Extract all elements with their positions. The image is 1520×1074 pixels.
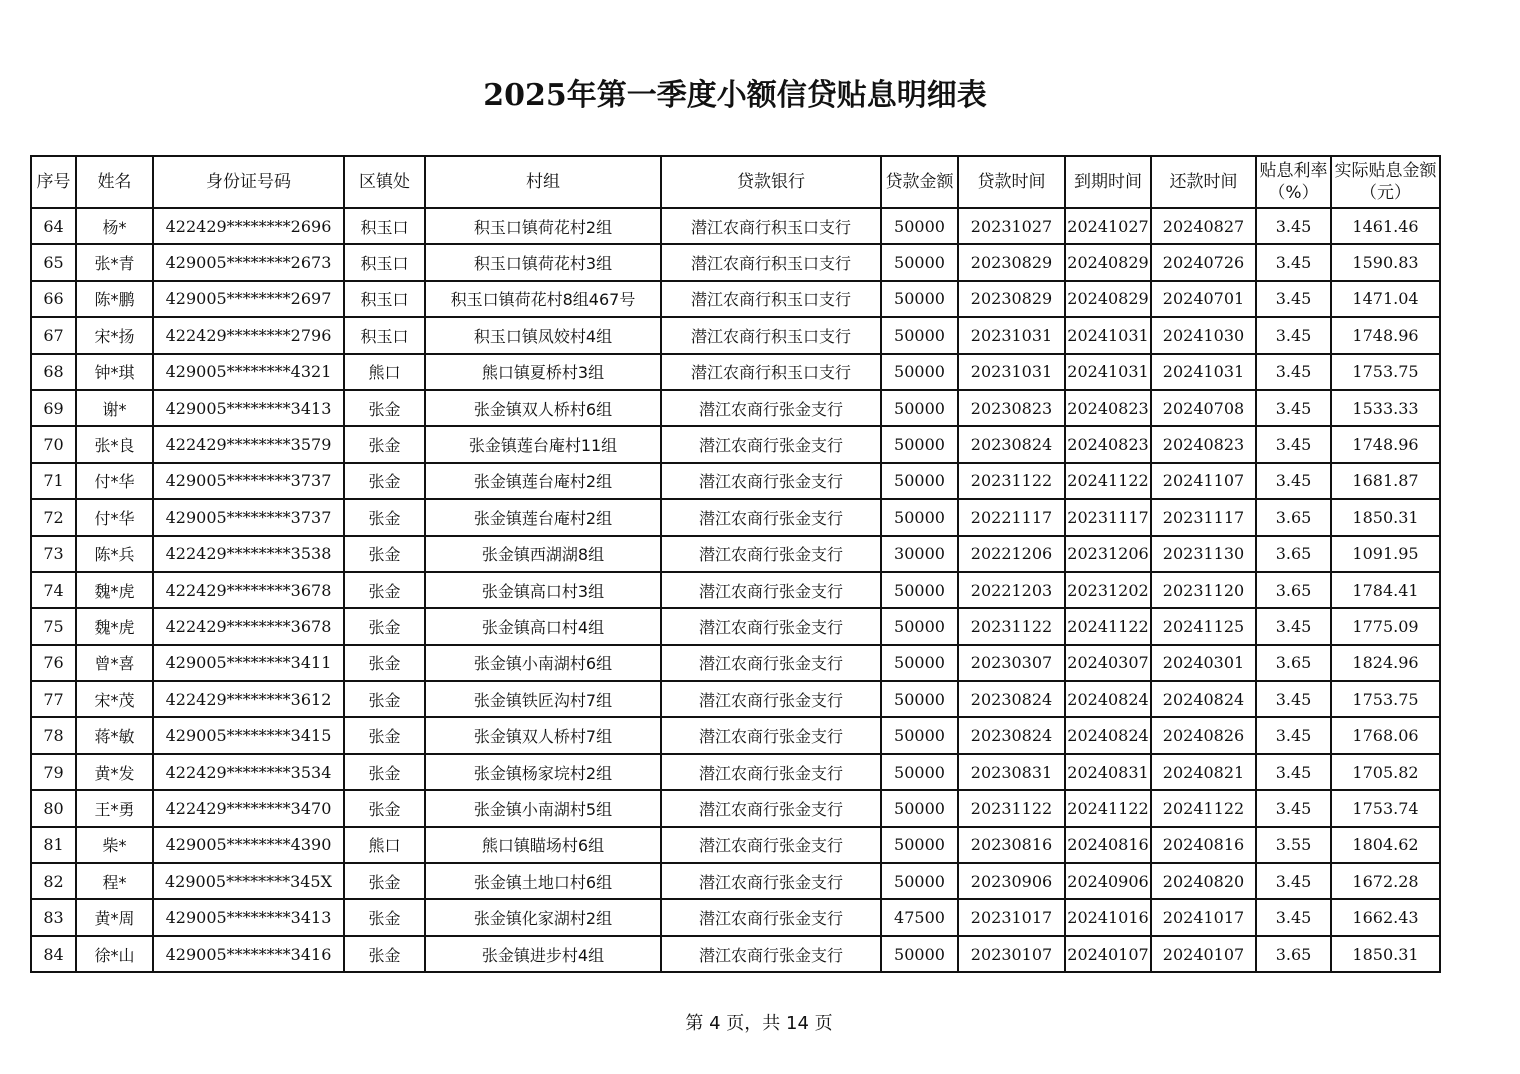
- cell-subsidy: 1753.74: [1331, 790, 1440, 826]
- cell-id-number: 422429********3579: [153, 426, 344, 462]
- cell-rate: 3.45: [1256, 317, 1331, 353]
- cell-due-date: 20240829: [1065, 244, 1151, 280]
- cell-name: 付*华: [76, 463, 153, 499]
- col-header-subsidy: 实际贴息金额（元）: [1331, 156, 1440, 208]
- cell-village: 张金镇杨家垸村2组: [425, 754, 661, 790]
- cell-loan-date: 20230824: [958, 717, 1065, 753]
- cell-amount: 50000: [881, 572, 958, 608]
- cell-due-date: 20240823: [1065, 390, 1151, 426]
- cell-id-number: 429005********3413: [153, 390, 344, 426]
- cell-subsidy: 1471.04: [1331, 281, 1440, 317]
- cell-name: 张*良: [76, 426, 153, 462]
- cell-loan-date: 20231031: [958, 354, 1065, 390]
- cell-subsidy: 1784.41: [1331, 572, 1440, 608]
- cell-id-number: 422429********3678: [153, 608, 344, 644]
- cell-amount: 50000: [881, 790, 958, 826]
- table-row: [31, 499, 1440, 535]
- cell-amount: 50000: [881, 244, 958, 280]
- cell-village: 张金镇莲台庵村2组: [425, 499, 661, 535]
- table-row: [31, 536, 1440, 572]
- cell-bank: 潜江农商行张金支行: [661, 863, 881, 899]
- cell-index: 71: [31, 463, 76, 499]
- table-row: [31, 681, 1440, 717]
- cell-repay-date: 20241107: [1151, 463, 1256, 499]
- cell-village: 熊口镇瞄场村6组: [425, 827, 661, 863]
- cell-rate: 3.45: [1256, 463, 1331, 499]
- col-header-village: 村组: [425, 156, 661, 208]
- table-row: [31, 426, 1440, 462]
- cell-village: 张金镇小南湖村6组: [425, 645, 661, 681]
- cell-repay-date: 20240820: [1151, 863, 1256, 899]
- table-row: [31, 608, 1440, 644]
- cell-district: 张金: [344, 681, 425, 717]
- cell-bank: 潜江农商行张金支行: [661, 827, 881, 863]
- cell-amount: 50000: [881, 463, 958, 499]
- table-row: [31, 936, 1440, 972]
- col-header-index: 序号: [31, 156, 76, 208]
- page-title: 2025年第一季度小额信贷贴息明细表: [483, 78, 987, 113]
- cell-amount: 47500: [881, 899, 958, 935]
- cell-rate: 3.45: [1256, 717, 1331, 753]
- cell-name: 魏*虎: [76, 608, 153, 644]
- cell-subsidy: 1091.95: [1331, 536, 1440, 572]
- cell-id-number: 429005********345X: [153, 863, 344, 899]
- cell-district: 张金: [344, 863, 425, 899]
- cell-loan-date: 20230906: [958, 863, 1065, 899]
- cell-due-date: 20240107: [1065, 936, 1151, 972]
- cell-name: 王*勇: [76, 790, 153, 826]
- cell-amount: 50000: [881, 426, 958, 462]
- cell-subsidy: 1672.28: [1331, 863, 1440, 899]
- cell-rate: 3.45: [1256, 390, 1331, 426]
- cell-village: 张金镇化家湖村2组: [425, 899, 661, 935]
- cell-repay-date: 20241017: [1151, 899, 1256, 935]
- cell-bank: 潜江农商行张金支行: [661, 608, 881, 644]
- cell-name: 宋*扬: [76, 317, 153, 353]
- cell-subsidy: 1824.96: [1331, 645, 1440, 681]
- cell-amount: 50000: [881, 390, 958, 426]
- cell-district: 张金: [344, 499, 425, 535]
- cell-due-date: 20241122: [1065, 608, 1151, 644]
- cell-index: 70: [31, 426, 76, 462]
- col-header-district: 区镇处: [344, 156, 425, 208]
- cell-rate: 3.45: [1256, 208, 1331, 244]
- cell-name: 宋*茂: [76, 681, 153, 717]
- cell-name: 徐*山: [76, 936, 153, 972]
- cell-due-date: 20240307: [1065, 645, 1151, 681]
- cell-bank: 潜江农商行张金支行: [661, 499, 881, 535]
- cell-loan-date: 20230829: [958, 281, 1065, 317]
- cell-amount: 50000: [881, 754, 958, 790]
- cell-amount: 50000: [881, 863, 958, 899]
- cell-district: 张金: [344, 390, 425, 426]
- cell-id-number: 429005********4390: [153, 827, 344, 863]
- cell-district: 张金: [344, 536, 425, 572]
- cell-district: 张金: [344, 426, 425, 462]
- cell-repay-date: 20241122: [1151, 790, 1256, 826]
- cell-loan-date: 20230307: [958, 645, 1065, 681]
- cell-name: 蒋*敏: [76, 717, 153, 753]
- cell-village: 张金镇双人桥村7组: [425, 717, 661, 753]
- cell-village: 积玉口镇荷花村2组: [425, 208, 661, 244]
- cell-index: 77: [31, 681, 76, 717]
- cell-district: 积玉口: [344, 244, 425, 280]
- cell-repay-date: 20240708: [1151, 390, 1256, 426]
- cell-village: 张金镇土地口村6组: [425, 863, 661, 899]
- cell-rate: 3.65: [1256, 499, 1331, 535]
- cell-index: 73: [31, 536, 76, 572]
- cell-name: 曾*喜: [76, 645, 153, 681]
- col-header-bank: 贷款银行: [661, 156, 881, 208]
- cell-index: 82: [31, 863, 76, 899]
- cell-district: 积玉口: [344, 317, 425, 353]
- col-header-amount: 贷款金额: [881, 156, 958, 208]
- cell-loan-date: 20230831: [958, 754, 1065, 790]
- cell-village: 张金镇西湖湖8组: [425, 536, 661, 572]
- cell-bank: 潜江农商行张金支行: [661, 754, 881, 790]
- cell-rate: 3.45: [1256, 281, 1331, 317]
- cell-village: 张金镇小南湖村5组: [425, 790, 661, 826]
- cell-district: 张金: [344, 754, 425, 790]
- cell-district: 张金: [344, 899, 425, 935]
- cell-rate: 3.65: [1256, 936, 1331, 972]
- cell-bank: 潜江农商行张金支行: [661, 790, 881, 826]
- cell-repay-date: 20240827: [1151, 208, 1256, 244]
- table-row: [31, 281, 1440, 317]
- cell-bank: 潜江农商行张金支行: [661, 572, 881, 608]
- cell-subsidy: 1748.96: [1331, 317, 1440, 353]
- cell-rate: 3.55: [1256, 827, 1331, 863]
- cell-bank: 潜江农商行张金支行: [661, 536, 881, 572]
- cell-rate: 3.65: [1256, 536, 1331, 572]
- table-row: [31, 463, 1440, 499]
- cell-amount: 50000: [881, 608, 958, 644]
- cell-subsidy: 1748.96: [1331, 426, 1440, 462]
- col-header-name: 姓名: [76, 156, 153, 208]
- page-footer: 第 4 页，共 14 页: [685, 1013, 833, 1034]
- cell-subsidy: 1461.46: [1331, 208, 1440, 244]
- cell-index: 64: [31, 208, 76, 244]
- cell-bank: 潜江农商行积玉口支行: [661, 208, 881, 244]
- cell-subsidy: 1705.82: [1331, 754, 1440, 790]
- cell-village: 张金镇莲台庵村2组: [425, 463, 661, 499]
- cell-rate: 3.45: [1256, 863, 1331, 899]
- cell-repay-date: 20240301: [1151, 645, 1256, 681]
- cell-loan-date: 20221203: [958, 572, 1065, 608]
- cell-rate: 3.45: [1256, 426, 1331, 462]
- cell-loan-date: 20230829: [958, 244, 1065, 280]
- cell-rate: 3.45: [1256, 899, 1331, 935]
- cell-id-number: 429005********3413: [153, 899, 344, 935]
- cell-index: 69: [31, 390, 76, 426]
- cell-id-number: 422429********3678: [153, 572, 344, 608]
- cell-index: 65: [31, 244, 76, 280]
- cell-repay-date: 20240823: [1151, 426, 1256, 462]
- cell-index: 76: [31, 645, 76, 681]
- cell-name: 陈*兵: [76, 536, 153, 572]
- cell-amount: 50000: [881, 499, 958, 535]
- cell-village: 熊口镇夏桥村3组: [425, 354, 661, 390]
- col-header-rate: 贴息利率（%）: [1256, 156, 1331, 208]
- cell-name: 黄*周: [76, 899, 153, 935]
- col-header-loan-date: 贷款时间: [958, 156, 1065, 208]
- cell-repay-date: 20231130: [1151, 536, 1256, 572]
- cell-name: 陈*鹏: [76, 281, 153, 317]
- cell-village: 积玉口镇荷花村8组467号: [425, 281, 661, 317]
- table-row: [31, 899, 1440, 935]
- cell-index: 80: [31, 790, 76, 826]
- cell-repay-date: 20241125: [1151, 608, 1256, 644]
- cell-amount: 50000: [881, 681, 958, 717]
- cell-loan-date: 20230824: [958, 426, 1065, 462]
- cell-district: 张金: [344, 717, 425, 753]
- cell-rate: 3.45: [1256, 754, 1331, 790]
- cell-repay-date: 20231120: [1151, 572, 1256, 608]
- cell-village: 张金镇莲台庵村11组: [425, 426, 661, 462]
- cell-repay-date: 20240824: [1151, 681, 1256, 717]
- cell-loan-date: 20230107: [958, 936, 1065, 972]
- cell-subsidy: 1753.75: [1331, 681, 1440, 717]
- cell-due-date: 20240824: [1065, 681, 1151, 717]
- cell-due-date: 20241031: [1065, 354, 1151, 390]
- cell-bank: 潜江农商行张金支行: [661, 936, 881, 972]
- cell-amount: 50000: [881, 317, 958, 353]
- cell-rate: 3.45: [1256, 354, 1331, 390]
- cell-district: 熊口: [344, 827, 425, 863]
- cell-amount: 50000: [881, 645, 958, 681]
- cell-loan-date: 20221117: [958, 499, 1065, 535]
- cell-subsidy: 1768.06: [1331, 717, 1440, 753]
- cell-id-number: 429005********4321: [153, 354, 344, 390]
- cell-bank: 潜江农商行张金支行: [661, 463, 881, 499]
- cell-bank: 潜江农商行积玉口支行: [661, 317, 881, 353]
- table-row: [31, 208, 1440, 244]
- cell-loan-date: 20231122: [958, 608, 1065, 644]
- table-row: [31, 790, 1440, 826]
- cell-repay-date: 20241030: [1151, 317, 1256, 353]
- cell-repay-date: 20231117: [1151, 499, 1256, 535]
- cell-village: 张金镇铁匠沟村7组: [425, 681, 661, 717]
- cell-name: 魏*虎: [76, 572, 153, 608]
- cell-district: 积玉口: [344, 281, 425, 317]
- cell-due-date: 20231206: [1065, 536, 1151, 572]
- cell-village: 张金镇进步村4组: [425, 936, 661, 972]
- cell-index: 83: [31, 899, 76, 935]
- cell-subsidy: 1590.83: [1331, 244, 1440, 280]
- cell-subsidy: 1850.31: [1331, 499, 1440, 535]
- cell-district: 张金: [344, 936, 425, 972]
- cell-due-date: 20240824: [1065, 717, 1151, 753]
- col-header-id-number: 身份证号码: [153, 156, 344, 208]
- cell-id-number: 422429********3470: [153, 790, 344, 826]
- cell-bank: 潜江农商行积玉口支行: [661, 354, 881, 390]
- subsidy-table: [30, 155, 1441, 973]
- cell-amount: 50000: [881, 208, 958, 244]
- cell-repay-date: 20240701: [1151, 281, 1256, 317]
- cell-due-date: 20241122: [1065, 790, 1151, 826]
- cell-index: 67: [31, 317, 76, 353]
- table-row: [31, 717, 1440, 753]
- cell-index: 68: [31, 354, 76, 390]
- cell-district: 张金: [344, 608, 425, 644]
- cell-district: 张金: [344, 645, 425, 681]
- cell-rate: 3.45: [1256, 681, 1331, 717]
- cell-id-number: 422429********2696: [153, 208, 344, 244]
- cell-loan-date: 20230816: [958, 827, 1065, 863]
- cell-bank: 潜江农商行张金支行: [661, 645, 881, 681]
- cell-amount: 50000: [881, 936, 958, 972]
- cell-subsidy: 1850.31: [1331, 936, 1440, 972]
- cell-village: 张金镇高口村4组: [425, 608, 661, 644]
- cell-rate: 3.45: [1256, 608, 1331, 644]
- cell-repay-date: 20240821: [1151, 754, 1256, 790]
- cell-bank: 潜江农商行张金支行: [661, 390, 881, 426]
- cell-bank: 潜江农商行张金支行: [661, 426, 881, 462]
- table-row: [31, 354, 1440, 390]
- cell-bank: 潜江农商行积玉口支行: [661, 244, 881, 280]
- cell-index: 66: [31, 281, 76, 317]
- cell-bank: 潜江农商行积玉口支行: [661, 281, 881, 317]
- cell-index: 81: [31, 827, 76, 863]
- cell-district: 张金: [344, 463, 425, 499]
- table-row: [31, 863, 1440, 899]
- cell-name: 张*青: [76, 244, 153, 280]
- cell-subsidy: 1681.87: [1331, 463, 1440, 499]
- cell-village: 积玉口镇凤姣村4组: [425, 317, 661, 353]
- table-row: [31, 754, 1440, 790]
- cell-id-number: 429005********2697: [153, 281, 344, 317]
- cell-name: 柴*: [76, 827, 153, 863]
- table-row: [31, 317, 1440, 353]
- cell-index: 84: [31, 936, 76, 972]
- cell-subsidy: 1804.62: [1331, 827, 1440, 863]
- cell-index: 75: [31, 608, 76, 644]
- col-header-due-date: 到期时间: [1065, 156, 1151, 208]
- cell-id-number: 429005********3737: [153, 499, 344, 535]
- cell-due-date: 20241027: [1065, 208, 1151, 244]
- cell-village: 张金镇高口村3组: [425, 572, 661, 608]
- cell-bank: 潜江农商行张金支行: [661, 717, 881, 753]
- cell-id-number: 429005********3411: [153, 645, 344, 681]
- cell-village: 张金镇双人桥村6组: [425, 390, 661, 426]
- cell-repay-date: 20241031: [1151, 354, 1256, 390]
- cell-district: 张金: [344, 572, 425, 608]
- table-row: [31, 244, 1440, 280]
- cell-amount: 50000: [881, 281, 958, 317]
- cell-repay-date: 20240107: [1151, 936, 1256, 972]
- cell-id-number: 429005********3737: [153, 463, 344, 499]
- cell-id-number: 429005********3416: [153, 936, 344, 972]
- cell-rate: 3.65: [1256, 572, 1331, 608]
- cell-loan-date: 20231122: [958, 463, 1065, 499]
- cell-district: 张金: [344, 790, 425, 826]
- cell-id-number: 422429********3534: [153, 754, 344, 790]
- cell-rate: 3.65: [1256, 645, 1331, 681]
- cell-due-date: 20240816: [1065, 827, 1151, 863]
- table-row: [31, 572, 1440, 608]
- table-row: [31, 390, 1440, 426]
- cell-due-date: 20240829: [1065, 281, 1151, 317]
- cell-name: 黄*发: [76, 754, 153, 790]
- cell-index: 72: [31, 499, 76, 535]
- cell-name: 杨*: [76, 208, 153, 244]
- table-row: [31, 645, 1440, 681]
- cell-due-date: 20241031: [1065, 317, 1151, 353]
- cell-bank: 潜江农商行张金支行: [661, 899, 881, 935]
- cell-due-date: 20231202: [1065, 572, 1151, 608]
- cell-loan-date: 20221206: [958, 536, 1065, 572]
- cell-index: 78: [31, 717, 76, 753]
- cell-id-number: 422429********3612: [153, 681, 344, 717]
- cell-name: 钟*琪: [76, 354, 153, 390]
- cell-name: 程*: [76, 863, 153, 899]
- cell-rate: 3.45: [1256, 244, 1331, 280]
- cell-loan-date: 20231122: [958, 790, 1065, 826]
- cell-subsidy: 1662.43: [1331, 899, 1440, 935]
- cell-loan-date: 20231031: [958, 317, 1065, 353]
- cell-amount: 30000: [881, 536, 958, 572]
- cell-repay-date: 20240826: [1151, 717, 1256, 753]
- cell-name: 谢*: [76, 390, 153, 426]
- cell-due-date: 20241016: [1065, 899, 1151, 935]
- cell-id-number: 422429********2796: [153, 317, 344, 353]
- cell-bank: 潜江农商行张金支行: [661, 681, 881, 717]
- cell-due-date: 20240823: [1065, 426, 1151, 462]
- cell-id-number: 429005********3415: [153, 717, 344, 753]
- cell-due-date: 20240831: [1065, 754, 1151, 790]
- cell-id-number: 422429********3538: [153, 536, 344, 572]
- cell-amount: 50000: [881, 354, 958, 390]
- cell-due-date: 20240906: [1065, 863, 1151, 899]
- table-header-row: [31, 156, 1440, 208]
- cell-amount: 50000: [881, 827, 958, 863]
- cell-loan-date: 20230823: [958, 390, 1065, 426]
- cell-index: 79: [31, 754, 76, 790]
- cell-district: 积玉口: [344, 208, 425, 244]
- cell-subsidy: 1775.09: [1331, 608, 1440, 644]
- cell-index: 74: [31, 572, 76, 608]
- cell-subsidy: 1533.33: [1331, 390, 1440, 426]
- cell-repay-date: 20240816: [1151, 827, 1256, 863]
- cell-due-date: 20241122: [1065, 463, 1151, 499]
- cell-district: 熊口: [344, 354, 425, 390]
- cell-loan-date: 20231027: [958, 208, 1065, 244]
- cell-loan-date: 20230824: [958, 681, 1065, 717]
- cell-amount: 50000: [881, 717, 958, 753]
- cell-repay-date: 20240726: [1151, 244, 1256, 280]
- cell-loan-date: 20231017: [958, 899, 1065, 935]
- col-header-repay-date: 还款时间: [1151, 156, 1256, 208]
- cell-id-number: 429005********2673: [153, 244, 344, 280]
- table-body: [31, 208, 1440, 972]
- cell-rate: 3.45: [1256, 790, 1331, 826]
- cell-village: 积玉口镇荷花村3组: [425, 244, 661, 280]
- cell-due-date: 20231117: [1065, 499, 1151, 535]
- cell-name: 付*华: [76, 499, 153, 535]
- table-row: [31, 827, 1440, 863]
- cell-subsidy: 1753.75: [1331, 354, 1440, 390]
